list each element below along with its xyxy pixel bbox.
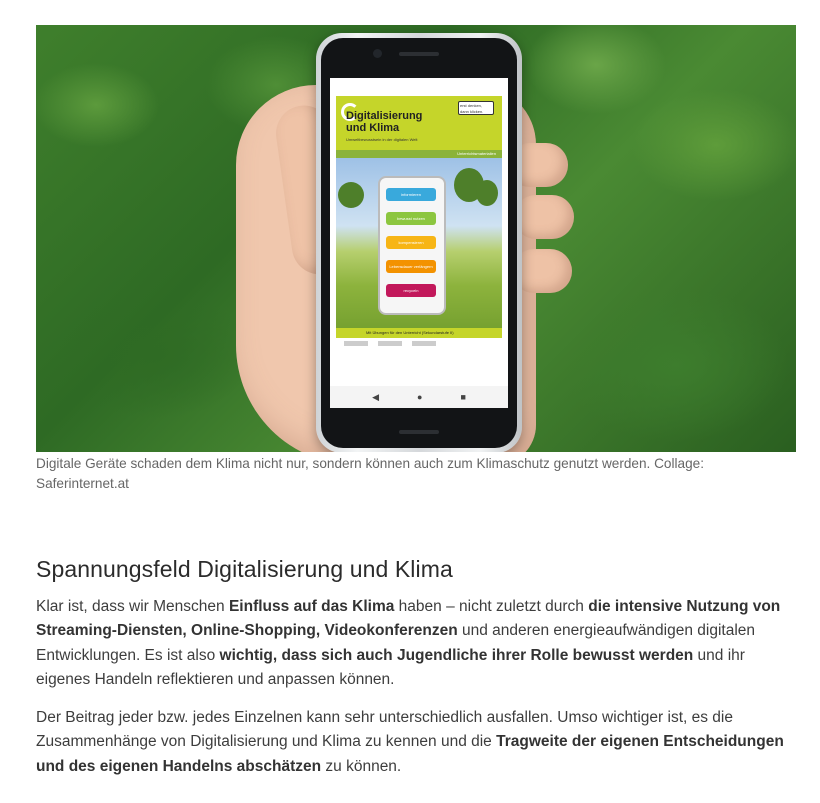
- bold-text: die intensive Nutzung von Streaming-Diensten, Online-Shopping, Videokonferenzen: [36, 598, 781, 640]
- speaker-grille: [399, 430, 439, 434]
- brochure-phone-graphic: [378, 176, 446, 315]
- brochure-badge: erst denken, dann klicken.: [458, 101, 494, 115]
- camera-icon: [373, 49, 382, 58]
- recents-icon: ■: [460, 392, 466, 402]
- partner-logo: [344, 341, 368, 346]
- text-run: Der Beitrag jeder bzw. jedes Einzelnen kann sehr unterschiedlich ausfallen. Umso wichtiger ist, es die Zusammenhänge von Digitalisierung und Klima zu kennen und die: [36, 709, 733, 751]
- bold-text: Einfluss auf das Klima: [228, 598, 395, 615]
- brochure-title-line1: Digitalisierung: [346, 110, 423, 122]
- brochure-pill: informieren: [386, 188, 436, 201]
- brochure-subtitle: Umweltbewusstsein in der digitalen Welt: [346, 137, 418, 142]
- phone-screen: [330, 78, 508, 408]
- paragraph-2: [36, 706, 788, 779]
- brochure-strip: Unterrichtsmaterialien: [336, 150, 502, 158]
- smartphone: [316, 33, 522, 452]
- tree-graphic: [476, 180, 498, 206]
- brochure-cover: [336, 96, 502, 366]
- partner-logo: [412, 341, 436, 346]
- brochure-footer: Mit Übungen für den Unterricht (Sekundarstufe II): [336, 328, 502, 338]
- back-icon: ◀: [372, 391, 380, 402]
- text-run: und anderen energieaufwändigen digitalen Entwicklungen. Es ist also: [36, 622, 756, 664]
- home-icon: ●: [417, 392, 423, 402]
- brochure-pill: kompensieren: [386, 236, 436, 249]
- brochure-pill: Lebensdauer verlängern: [386, 260, 436, 273]
- bold-text: wichtig, dass sich auch Jugendliche ihrer Rolle bewusst werden: [219, 646, 694, 664]
- bold-text: Tragweite der eigenen Entscheidungen und des eigenen Handelns abschätzen: [36, 733, 784, 775]
- phone-face: [321, 38, 517, 448]
- finger-graphic: [514, 195, 574, 239]
- brochure-pill: bewusst nutzen: [386, 212, 436, 225]
- brochure-title-line2: und Klima: [346, 122, 400, 134]
- section-heading: Spannungsfeld Digitalisierung und Klima: [36, 556, 453, 582]
- brochure-header: [336, 96, 502, 150]
- brochure-photo: [336, 158, 502, 328]
- text-run: zu können.: [321, 757, 402, 775]
- hero-image: [36, 25, 796, 452]
- tree-graphic: [338, 182, 364, 208]
- brochure-pill: recyceln: [386, 284, 436, 297]
- image-caption: Digitale Geräte schaden dem Klima nicht nur, sondern können auch zum Klimaschutz genutzt werden. Collage: Saferinternet.at: [36, 456, 704, 491]
- speaker-grille: [399, 52, 439, 56]
- android-navbar: [330, 386, 508, 408]
- brochure-partner-logos: [336, 338, 502, 350]
- paragraph-1: [36, 595, 788, 692]
- text-run: und ihr eigenes Handeln reflektieren und anpassen können.: [36, 646, 745, 688]
- text-run: haben – nicht zuletzt durch: [394, 598, 589, 615]
- partner-logo: [378, 341, 402, 346]
- text-run: Klar ist, dass wir Menschen: [36, 598, 229, 615]
- brochure-title: [346, 110, 456, 134]
